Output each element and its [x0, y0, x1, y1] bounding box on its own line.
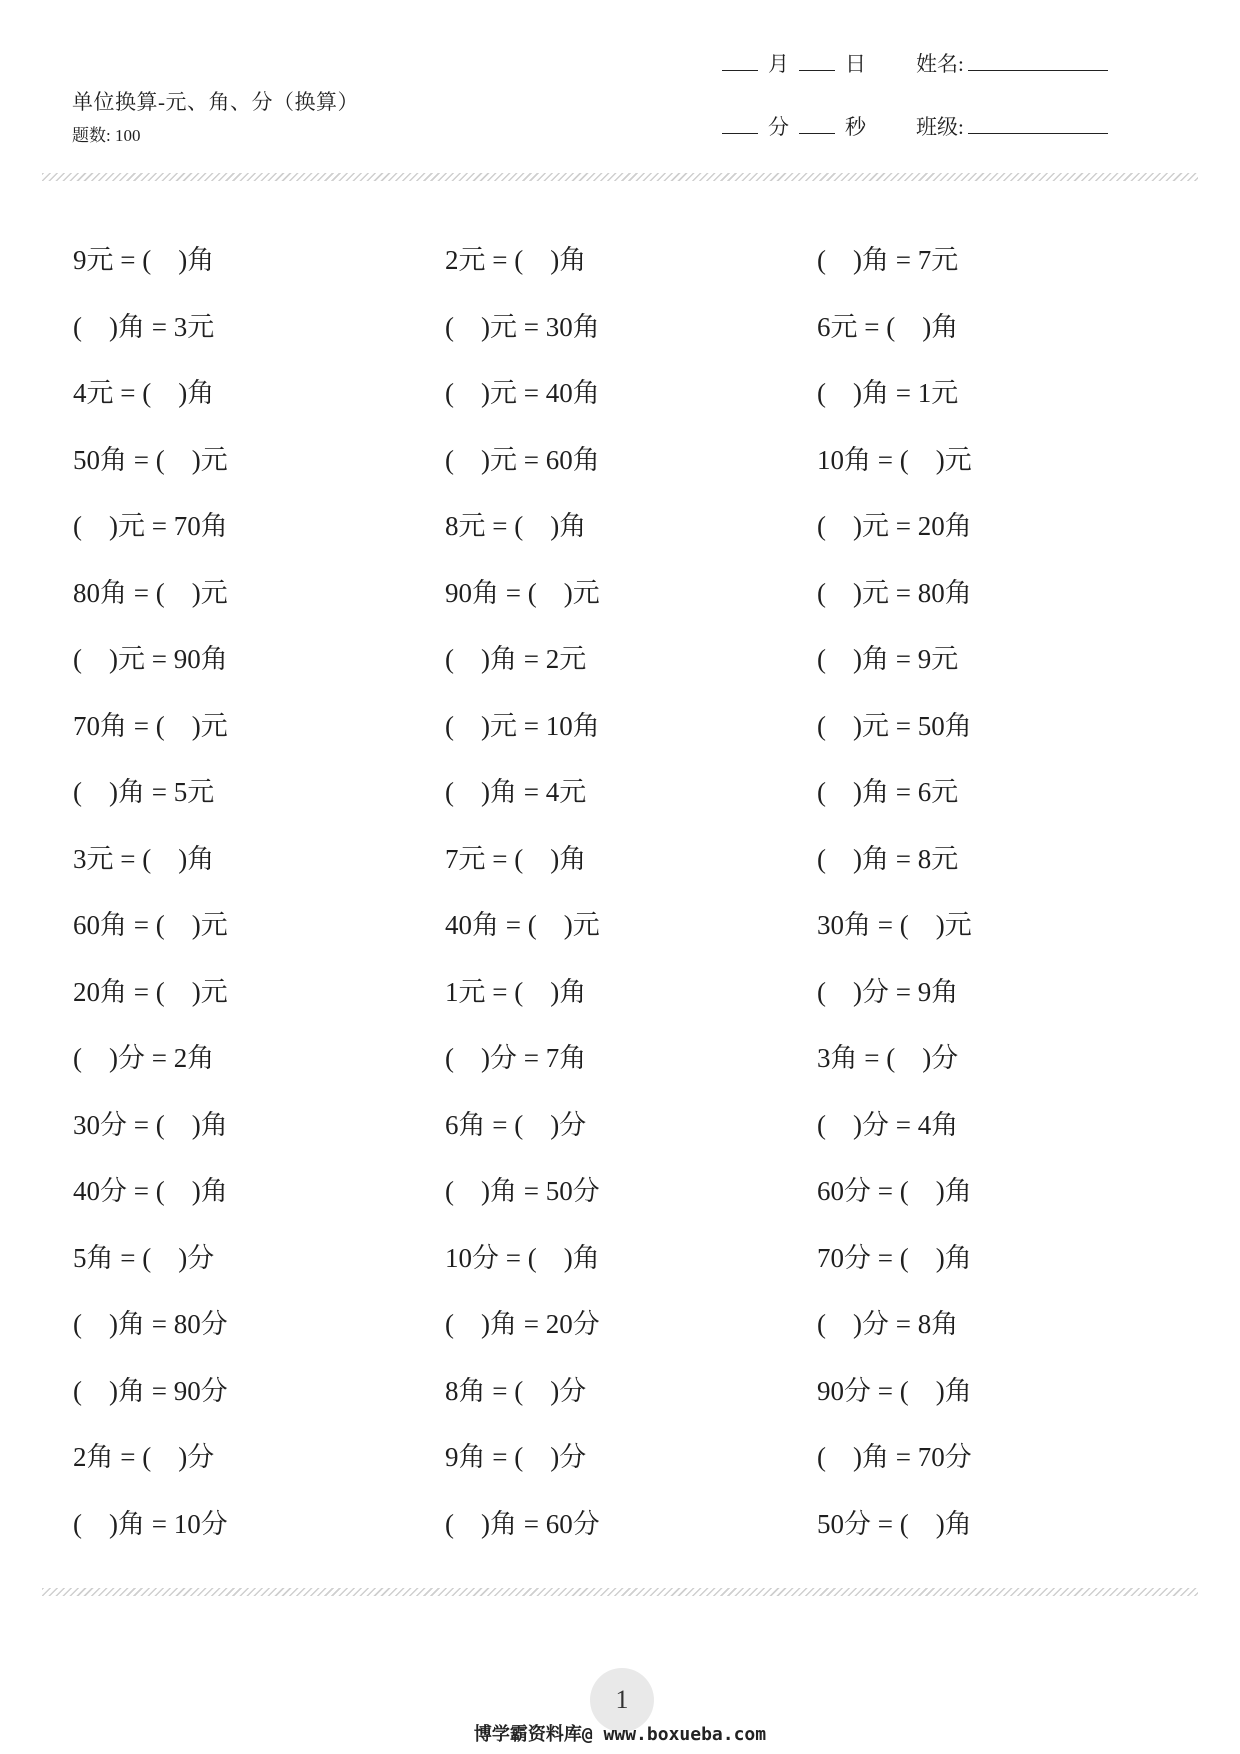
problem: ( )角 = 90分 [73, 1375, 228, 1406]
problem: 60角 = ( )元 [73, 910, 228, 940]
problem: ( )元 = 40角 [445, 378, 600, 408]
month-blank[interactable] [722, 52, 758, 71]
problem: 40分 = ( )角 [73, 1176, 228, 1206]
problem: ( )角 = 10分 [73, 1508, 228, 1539]
page-number: 1 [590, 1668, 654, 1732]
problem: ( )角 = 5元 [73, 777, 215, 807]
problem: 9角 = ( )分 [445, 1442, 587, 1472]
class-line [916, 111, 1108, 141]
top-divider [42, 173, 1198, 181]
month-label: 月 [768, 52, 789, 76]
problem: 2元 = ( )角 [445, 245, 587, 275]
problem: 90分 = ( )角 [817, 1375, 972, 1406]
problem: ( )角 = 50分 [445, 1176, 600, 1206]
problem: 8元 = ( )角 [445, 511, 587, 541]
problem: 6元 = ( )角 [817, 311, 959, 342]
problem: 10分 = ( )角 [445, 1242, 600, 1273]
problem: ( )元 = 30角 [445, 311, 600, 342]
day-blank[interactable] [799, 52, 835, 71]
problem: ( )角 = 80分 [73, 1309, 228, 1339]
problem: ( )角 = 70分 [817, 1442, 972, 1472]
problem: ( )元 = 70角 [73, 511, 228, 541]
problem: 3元 = ( )角 [73, 843, 215, 874]
bottom-divider [42, 1588, 1198, 1596]
class-blank[interactable] [968, 115, 1108, 134]
problem: 5角 = ( )分 [73, 1242, 215, 1273]
problem: 10角 = ( )元 [817, 444, 972, 475]
problem: ( )角 = 2元 [445, 644, 587, 674]
problem: 8角 = ( )分 [445, 1375, 587, 1406]
worksheet-title: 单位换算-元、角、分（换算） [72, 90, 359, 114]
problem: 3角 = ( )分 [817, 1043, 959, 1073]
problem: 70角 = ( )元 [73, 710, 228, 741]
problem: ( )角 = 1元 [817, 378, 959, 408]
name-blank[interactable] [968, 52, 1108, 71]
problem: 40角 = ( )元 [445, 910, 600, 940]
date-line [722, 48, 866, 78]
second-blank[interactable] [799, 115, 835, 134]
problem: 7元 = ( )角 [445, 843, 587, 874]
problem: 9元 = ( )角 [73, 245, 215, 275]
problem: 6角 = ( )分 [445, 1109, 587, 1140]
class-label: 班级: [916, 115, 964, 139]
problem: 4元 = ( )角 [73, 378, 215, 408]
problem: ( )分 = 4角 [817, 1109, 959, 1140]
problem: ( )角 = 4元 [445, 777, 587, 807]
problem: 50分 = ( )角 [817, 1508, 972, 1539]
problem: ( )角 = 9元 [817, 644, 959, 674]
problem: ( )角 = 20分 [445, 1309, 600, 1339]
problem: 80角 = ( )元 [73, 577, 228, 608]
problem: ( )分 = 8角 [817, 1309, 959, 1339]
problem: ( )角 = 8元 [817, 843, 959, 874]
watermark: 博学霸资料库@ www.boxueba.com [473, 1724, 767, 1745]
problem: 90角 = ( )元 [445, 577, 600, 608]
problem: 30角 = ( )元 [817, 910, 972, 940]
problem: ( )元 = 60角 [445, 444, 600, 475]
name-label: 姓名: [916, 52, 964, 76]
name-line [916, 48, 1108, 78]
problem: ( )分 = 9角 [817, 976, 959, 1007]
problem: ( )角 = 7元 [817, 245, 959, 275]
problem: 2角 = ( )分 [73, 1442, 215, 1472]
problem: 70分 = ( )角 [817, 1242, 972, 1273]
problem: 50角 = ( )元 [73, 444, 228, 475]
problem: ( )角 = 3元 [73, 311, 215, 342]
problem: ( )元 = 80角 [817, 577, 972, 608]
problem: 1元 = ( )角 [445, 976, 587, 1007]
problem: 60分 = ( )角 [817, 1176, 972, 1206]
problem: ( )分 = 2角 [73, 1043, 215, 1073]
problem-count: 题数: 100 [72, 126, 141, 145]
problem: ( )元 = 50角 [817, 710, 972, 741]
time-line [722, 111, 866, 141]
problem: 30分 = ( )角 [73, 1109, 228, 1140]
minute-blank[interactable] [722, 115, 758, 134]
problem: ( )分 = 7角 [445, 1043, 587, 1073]
problem: ( )角 = 6元 [817, 777, 959, 807]
problem: ( )角 = 60分 [445, 1508, 600, 1539]
problem: 20角 = ( )元 [73, 976, 228, 1007]
problem-grid [73, 235, 1193, 1565]
second-label: 秒 [845, 115, 866, 139]
problem: ( )元 = 90角 [73, 644, 228, 674]
problem: ( )元 = 10角 [445, 710, 600, 741]
minute-label: 分 [768, 115, 789, 139]
day-label: 日 [845, 52, 866, 76]
problem: ( )元 = 20角 [817, 511, 972, 541]
